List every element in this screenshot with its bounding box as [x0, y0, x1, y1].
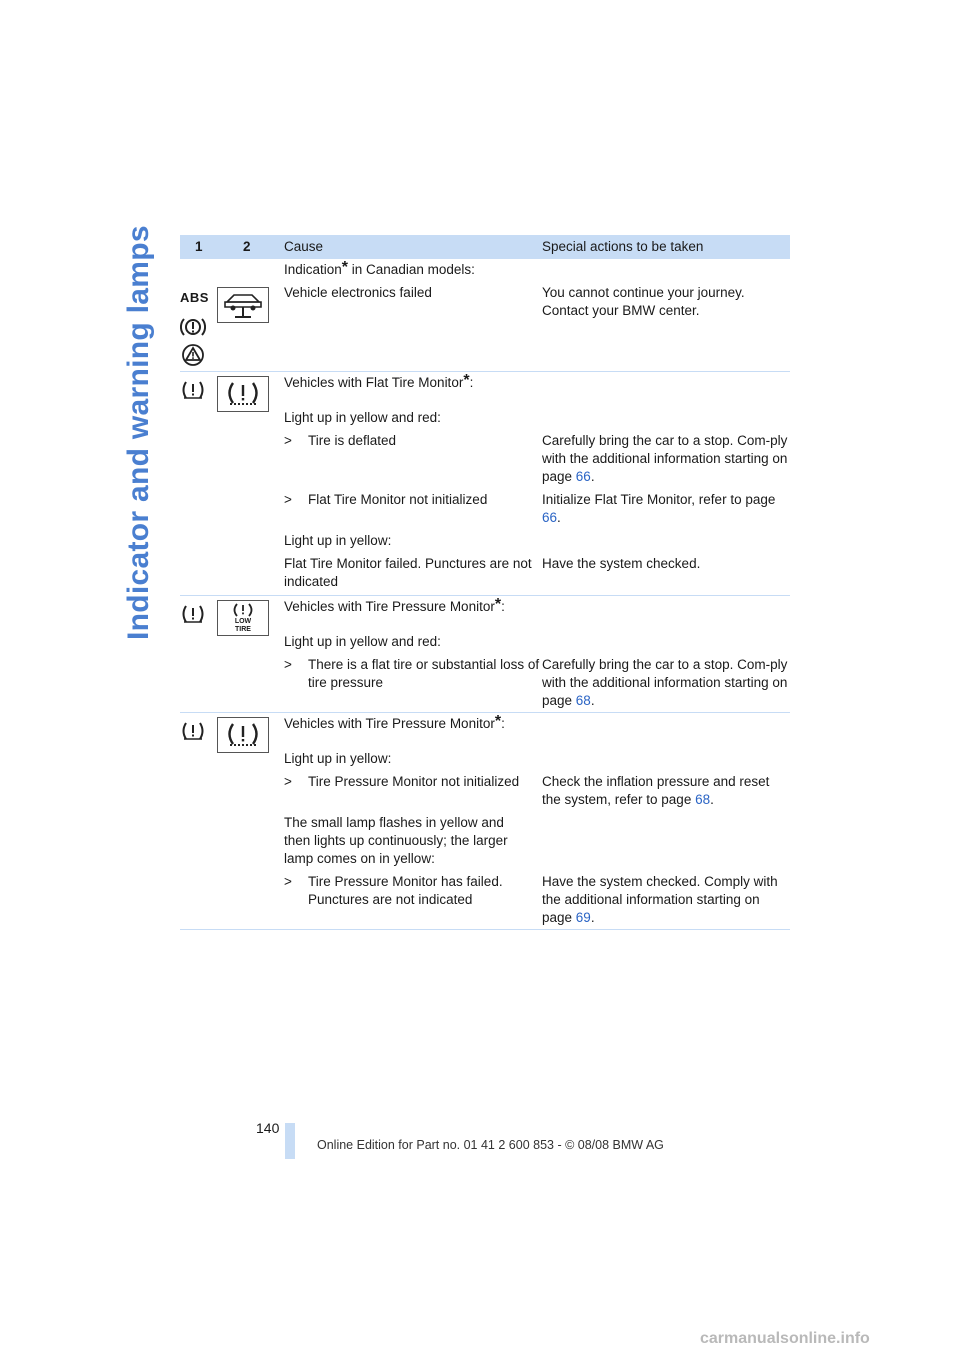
chapter-side-title-text: Indicator and warning lamps	[122, 225, 155, 640]
tire-pressure-small-icon-2	[180, 721, 206, 741]
brake-warning-icon	[180, 316, 206, 338]
page-link-66[interactable]: 66	[575, 469, 591, 484]
row2-subheading-1: Light up in yellow and red:	[284, 410, 441, 425]
watermark: carmanualsonline.info	[700, 1330, 870, 1347]
row3-title: Vehicles with Tire Pressure Monitor*:	[284, 596, 505, 614]
row4-subheading-2: The small lamp flashes in yellow and then lights up continuously; the larger lamp comes on in yellow:	[284, 815, 508, 866]
row2-bullet-1-cause: > Tire is deflated	[284, 433, 397, 448]
indicator-table	[180, 235, 790, 930]
chapter-side-title	[120, 225, 160, 640]
row1-cause: Vehicle electronics failed	[284, 285, 432, 300]
table-row-tire-pressure-monitor-2	[180, 713, 790, 930]
row4-bullet-1-action: Check the inflation pressure and reset the system, refer to page 68.	[542, 774, 770, 807]
row2-bullet-2-action: Initialize Flat Tire Monitor, refer to page 66.	[542, 492, 776, 525]
row2-bullet-1-action: Carefully bring the car to a stop. Com-ply with the additional information starting on page 66.	[542, 433, 788, 484]
row2-bullet-2-cause: > Flat Tire Monitor not initialized	[284, 492, 488, 507]
header-col-1: 1	[195, 239, 203, 254]
row2-failure-action: Have the system checked.	[542, 556, 701, 571]
row4-title: Vehicles with Tire Pressure Monitor*:	[284, 713, 505, 731]
vehicle-lift-icon	[217, 287, 269, 323]
table-header	[180, 235, 790, 259]
tire-warning-large-icon	[217, 376, 269, 412]
abs-icon: ABS	[180, 290, 209, 305]
row2-failure-cause: Flat Tire Monitor failed. Punctures are not indicated	[284, 556, 532, 589]
table-row-flat-tire-monitor	[180, 372, 790, 596]
row3-bullet-1-action: Carefully bring the car to a stop. Com-ply with the additional information starting on page 68.	[542, 657, 788, 708]
table-row-vehicle-electronics	[180, 259, 790, 372]
row3-subheading-1: Light up in yellow and red:	[284, 634, 441, 649]
row2-title: Vehicles with Flat Tire Monitor*:	[284, 372, 474, 390]
row4-bullet-2-cause: > Tire Pressure Monitor has failed. Punctures are not indicated	[284, 874, 503, 907]
footer-accent-bar	[285, 1123, 295, 1159]
page-link-68-b[interactable]: 68	[695, 792, 711, 807]
header-col-2: 2	[243, 239, 251, 254]
table-row-tire-pressure-monitor-1	[180, 596, 790, 713]
row4-bullet-1-cause: > Tire Pressure Monitor not initialized	[284, 774, 520, 789]
row3-bullet-1-cause: > There is a flat tire or substantial loss of tire pressure	[284, 657, 540, 690]
low-tire-icon: LOW TIRE	[217, 600, 269, 636]
row1-action: You cannot continue your journey. Contact your BMW center.	[542, 285, 745, 318]
tire-warning-small-icon	[180, 380, 206, 400]
footer-edition-text: Online Edition for Part no. 01 41 2 600 853 - © 08/08 BMW AG	[317, 1138, 664, 1152]
general-warning-icon	[180, 344, 206, 366]
row4-subheading-1: Light up in yellow:	[284, 751, 392, 766]
page-link-66-b[interactable]: 66	[542, 510, 558, 525]
row4-bullet-2-action: Have the system checked. Comply with the additional information starting on page 69.	[542, 874, 778, 925]
header-actions: Special actions to be taken	[542, 239, 704, 254]
page-link-68[interactable]: 68	[575, 693, 591, 708]
page-link-69[interactable]: 69	[575, 910, 591, 925]
header-cause: Cause	[284, 239, 324, 254]
tire-pressure-small-icon	[180, 604, 206, 624]
row2-subheading-2: Light up in yellow:	[284, 533, 392, 548]
page-number: 140	[256, 1120, 280, 1136]
tire-pressure-large-icon	[217, 717, 269, 753]
row1-intro: Indication* in Canadian models:	[284, 259, 475, 277]
